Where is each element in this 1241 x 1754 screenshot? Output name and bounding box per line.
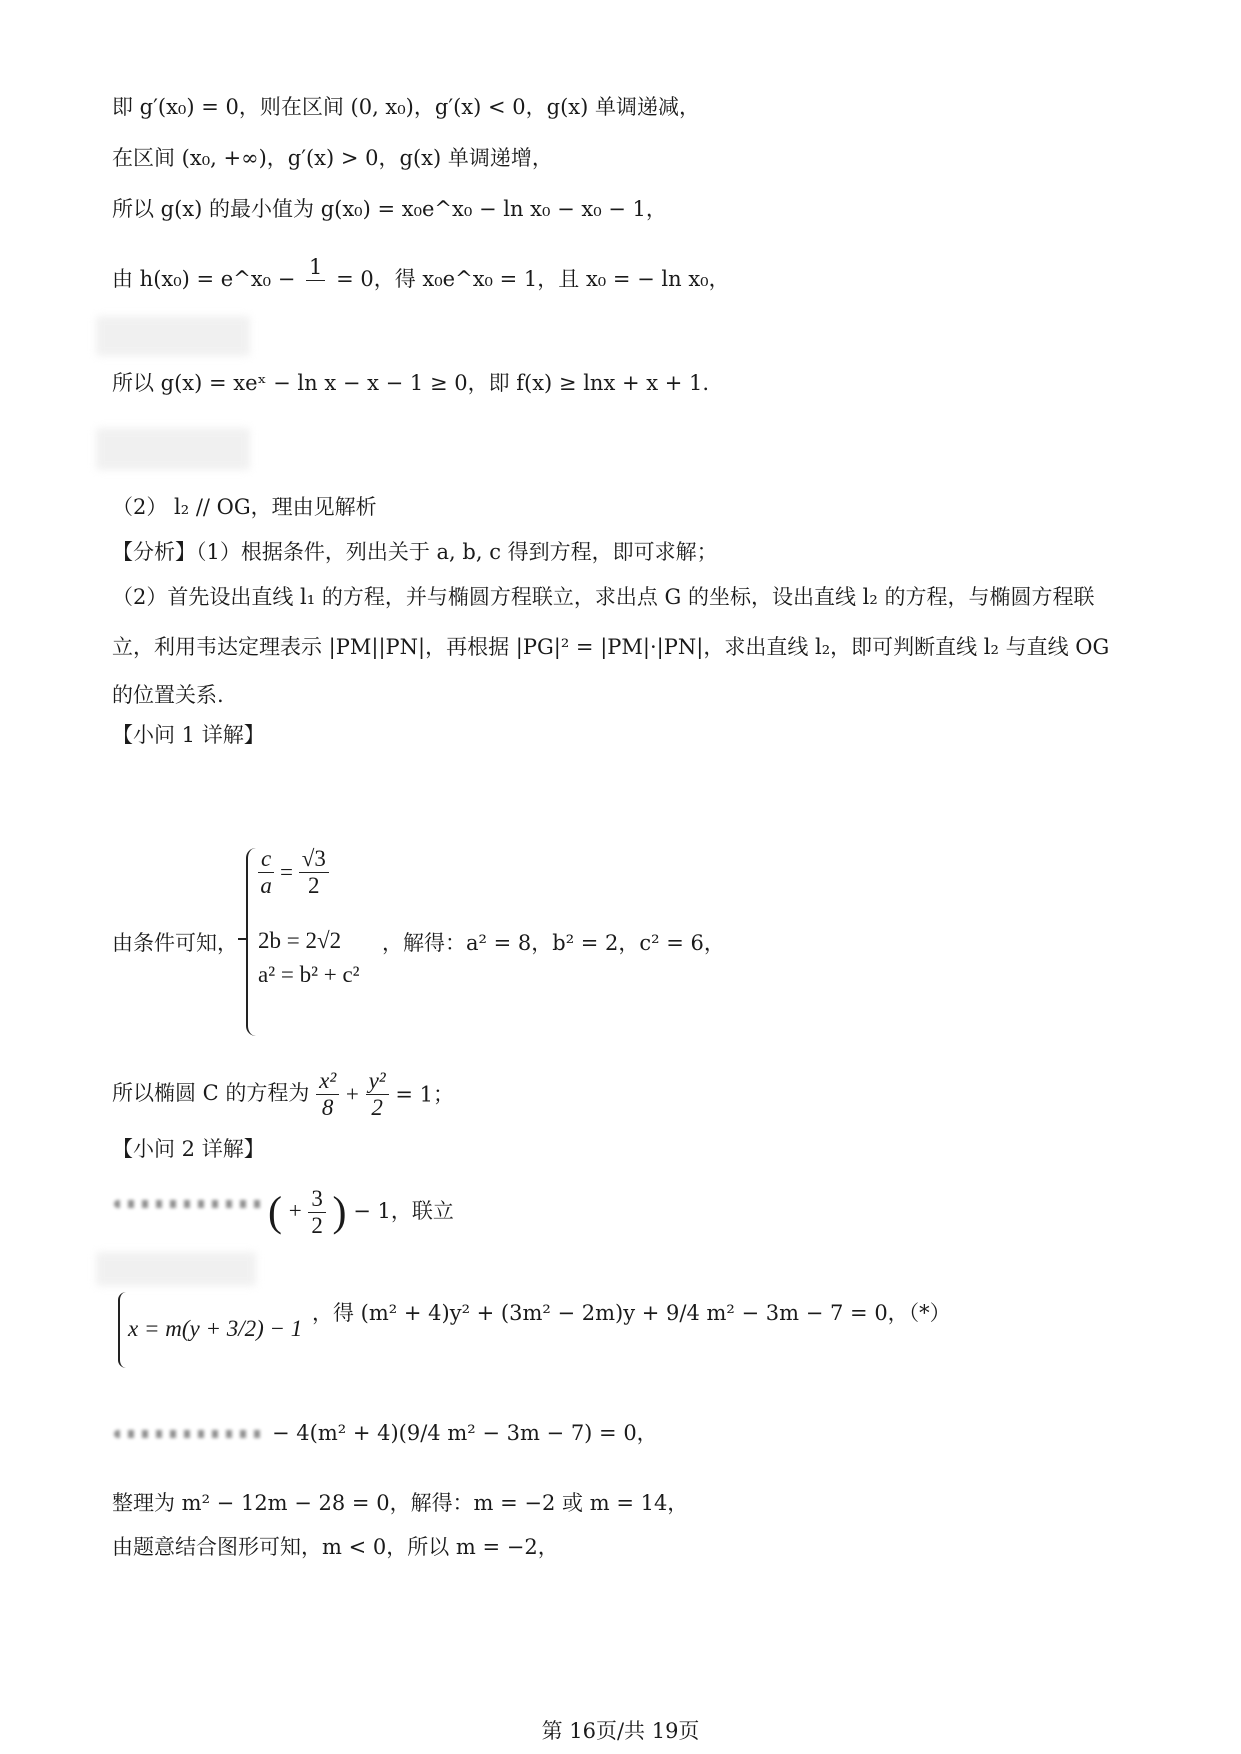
fraction-denominator: a — [260, 873, 272, 898]
text-line: 立，利用韦达定理表示 |PM||PN|，再根据 |PG|² = |PM|·|PN|，求出直线 l₂，即可判断直线 l₂ 与直线 OG — [112, 635, 1110, 659]
blurred-region — [96, 316, 250, 356]
text-fragment: 由 h(x₀) = e^x₀ − — [112, 267, 296, 291]
text-fragment: 所以椭圆 C 的方程为 — [112, 1081, 310, 1105]
fraction-numerator: c — [258, 846, 274, 873]
fraction-numerator: √3 — [299, 846, 329, 873]
plus-sign: + — [288, 1198, 302, 1223]
fraction-denominator — [306, 281, 325, 307]
text-line: ，得 (m² + 4)y² + (3m² − 2m)y + 9/4 m² − 3m − 7 = 0，（*） — [312, 1301, 951, 1325]
fraction-denominator: 2 — [308, 873, 320, 898]
fraction-denominator: 2 — [371, 1095, 383, 1120]
paren: ( — [268, 1189, 282, 1236]
fraction — [299, 846, 329, 899]
fraction — [316, 1068, 339, 1121]
text-line: 由题意结合图形可知，m < 0，所以 m = −2， — [112, 1535, 559, 1559]
fraction-numerator: 1 — [306, 254, 325, 281]
fraction — [366, 1068, 389, 1121]
blurred-region — [114, 1200, 264, 1208]
text-line: （2） l₂ // OG，理由见解析 — [112, 495, 377, 519]
text-fragment: − 1，联立 — [353, 1199, 454, 1223]
text-line — [112, 1068, 454, 1121]
section-heading: 【小问 1 详解】 — [112, 723, 265, 747]
equation: x = m(y + 3/2) − 1 — [128, 1316, 303, 1341]
text-line — [268, 1186, 454, 1239]
fraction-numerator: x² — [316, 1068, 339, 1095]
fraction — [306, 254, 325, 307]
blurred-region — [114, 1430, 264, 1438]
fraction-denominator: 2 — [311, 1213, 323, 1238]
text-line: 所以 g(x) 的最小值为 g(x₀) = x₀e^x₀ − ln x₀ − x₀ − 1， — [112, 197, 667, 221]
fraction-numerator: y² — [366, 1068, 389, 1095]
fraction — [308, 1186, 326, 1239]
system-row — [128, 1314, 302, 1344]
text-line: （2）首先设出直线 l₁ 的方程，并与椭圆方程联立，求出点 G 的坐标，设出直线 l₂ 的方程，与椭圆方程联 — [112, 585, 1095, 609]
fraction-numerator: 3 — [308, 1186, 326, 1213]
text-line: ，解得：a² = 8，b² = 2，c² = 6， — [382, 931, 725, 955]
system-row: $\frac{c}{a}$ = $\frac{√3}{2}$ — [258, 846, 329, 899]
system-row: a² = b² + c² — [258, 962, 360, 987]
text-line: − 4(m² + 4)(9/4 m² − 3m − 7) = 0， — [272, 1421, 658, 1445]
text-line: 即 g′(x₀) = 0，则在区间 (0, x₀)，g′(x) < 0，g(x) 单调递减， — [112, 95, 700, 119]
page-footer: 第 16页/共 19页 — [541, 1719, 700, 1743]
section-heading: 【小问 2 详解】 — [112, 1137, 265, 1161]
plus-sign: + — [345, 1081, 359, 1107]
system-brace-tip — [238, 938, 246, 940]
text-line: 在区间 (x₀, +∞)，g′(x) > 0，g(x) 单调递增， — [112, 146, 553, 170]
text-line — [112, 254, 730, 307]
blurred-region — [96, 428, 250, 470]
blurred-region — [96, 1252, 256, 1286]
text-line: 所以 g(x) = xeˣ − ln x − x − 1 ≥ 0，即 f(x) ≥ lnx + x + 1. — [112, 371, 710, 395]
text-line: 整理为 m² − 12m − 28 = 0，解得：m = −2 或 m = 14， — [112, 1491, 689, 1515]
text-line: 的位置关系. — [112, 683, 224, 707]
fraction — [258, 846, 274, 899]
text-line: 【分析】（1）根据条件，列出关于 a, b, c 得到方程，即可求解； — [112, 540, 718, 564]
text-fragment: = 0，得 x₀e^x₀ = 1，且 x₀ = − ln x₀， — [336, 267, 730, 291]
text-fragment: = 1； — [395, 1082, 455, 1107]
text-line: 由条件可知， — [112, 931, 238, 955]
fraction-denominator: 8 — [321, 1095, 334, 1120]
system-row: 2b = 2√2 — [258, 928, 342, 953]
paren: ) — [332, 1189, 347, 1236]
